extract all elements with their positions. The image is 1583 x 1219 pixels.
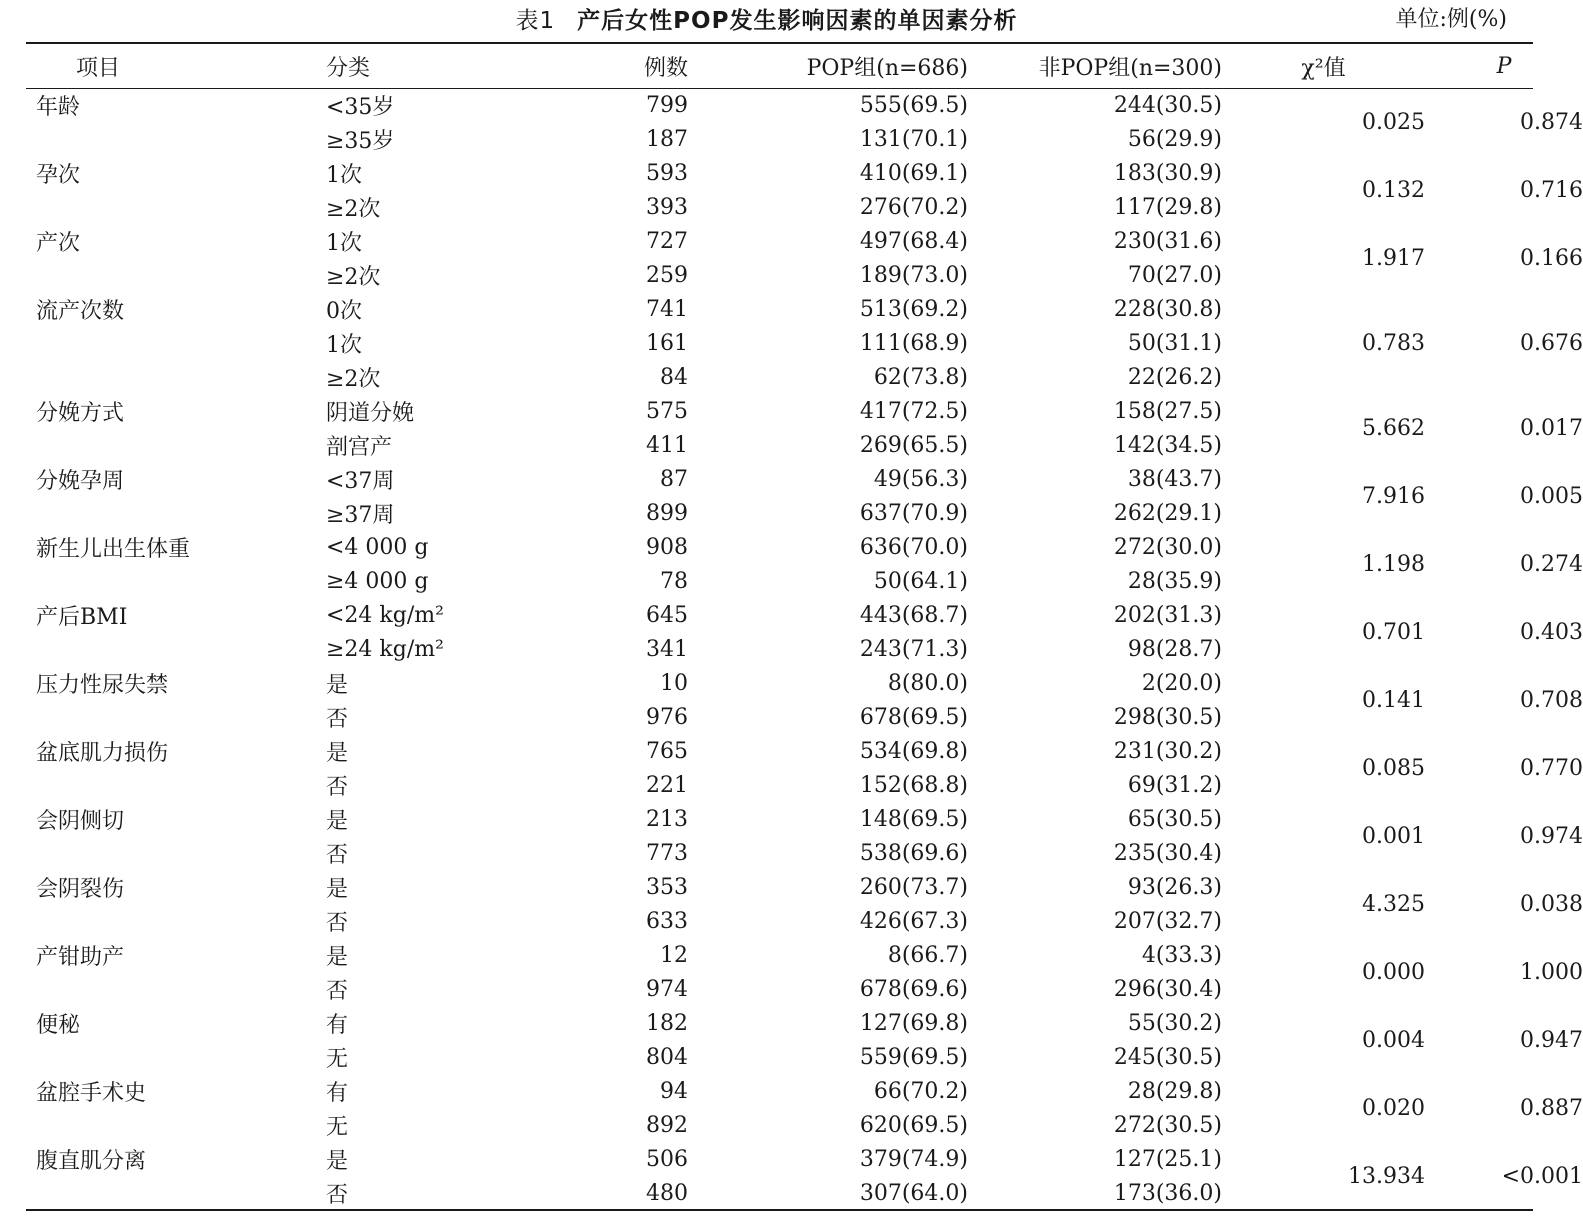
count-cell: 221 xyxy=(646,772,688,798)
count-cell: 187 xyxy=(646,126,688,152)
pop-group-cell: 269(65.5) xyxy=(859,432,968,458)
non-pop-group-cell: 55(30.2) xyxy=(1127,1010,1222,1036)
category-cell: 1次 xyxy=(326,332,362,358)
category-cell: ≥37周 xyxy=(326,502,395,528)
pop-group-cell: 678(69.6) xyxy=(859,976,968,1002)
chi-square-cell: 1.917 xyxy=(1362,245,1425,271)
pop-group-cell: 410(69.1) xyxy=(859,160,968,186)
chi-square-cell: 0.085 xyxy=(1362,755,1425,781)
pop-group-cell: 131(70.1) xyxy=(859,126,968,152)
non-pop-group-cell: 231(30.2) xyxy=(1113,738,1222,764)
item-cell xyxy=(26,122,326,156)
count-cell: 411 xyxy=(646,432,688,458)
category-cell: 有 xyxy=(326,1080,349,1106)
count-cell: 84 xyxy=(660,364,688,390)
item-cell: 会阴裂伤 xyxy=(36,876,125,902)
non-pop-group-cell: 117(29.8) xyxy=(1113,194,1222,220)
non-pop-group-cell: 298(30.5) xyxy=(1113,704,1222,730)
p-value-cell: 0.017 xyxy=(1520,415,1583,441)
count-cell: 353 xyxy=(646,874,688,900)
count-cell: 87 xyxy=(660,466,688,492)
table-row xyxy=(26,734,1583,768)
non-pop-group-cell: 228(30.8) xyxy=(1113,296,1222,322)
item-cell xyxy=(26,1108,326,1142)
p-value-cell: 0.708 xyxy=(1520,687,1583,713)
p-value-cell: 1.000 xyxy=(1520,959,1583,985)
non-pop-group-cell: 202(31.3) xyxy=(1113,602,1222,628)
non-pop-group-cell: 183(30.9) xyxy=(1113,160,1222,186)
title-bar xyxy=(0,0,1533,36)
table-row xyxy=(26,88,1583,122)
table-row xyxy=(26,802,1583,836)
p-value-cell: 0.887 xyxy=(1520,1095,1583,1121)
pop-group-cell: 426(67.3) xyxy=(859,908,968,934)
count-cell: 94 xyxy=(660,1078,688,1104)
non-pop-group-cell: 207(32.7) xyxy=(1113,908,1222,934)
table-row xyxy=(26,598,1583,632)
non-pop-group-cell: 230(31.6) xyxy=(1113,228,1222,254)
non-pop-group-cell: 22(26.2) xyxy=(1127,364,1222,390)
pop-group-cell: 678(69.5) xyxy=(859,704,968,730)
item-cell: 新生儿出生体重 xyxy=(36,536,191,562)
p-value-cell: 0.005 xyxy=(1520,483,1583,509)
pop-group-cell: 443(68.7) xyxy=(859,602,968,628)
non-pop-group-cell: 235(30.4) xyxy=(1113,840,1222,866)
pop-group-cell: 66(70.2) xyxy=(873,1078,968,1104)
non-pop-group-cell: 70(27.0) xyxy=(1127,262,1222,288)
category-cell: ≥2次 xyxy=(326,196,381,222)
category-cell: ≥35岁 xyxy=(326,128,395,154)
non-pop-group-cell: 127(25.1) xyxy=(1113,1146,1222,1172)
p-value-cell: 0.974 xyxy=(1520,823,1583,849)
item-cell: 盆底肌力损伤 xyxy=(36,740,169,766)
category-cell: 是 xyxy=(326,1148,349,1174)
header-p: P xyxy=(1496,53,1512,79)
pop-group-cell: 379(74.9) xyxy=(859,1146,968,1172)
non-pop-group-cell: 93(26.3) xyxy=(1127,874,1222,900)
header-pop-group: POP组(n=686) xyxy=(806,55,968,81)
category-cell: 否 xyxy=(326,774,349,800)
item-cell: 产次 xyxy=(36,230,81,256)
count-cell: 908 xyxy=(646,534,688,560)
pop-group-cell: 559(69.5) xyxy=(859,1044,968,1070)
count-cell: 341 xyxy=(646,636,688,662)
count-cell: 633 xyxy=(646,908,688,934)
item-cell: 流产次数 xyxy=(36,298,125,324)
table-body xyxy=(26,88,1583,1210)
category-cell: 有 xyxy=(326,1012,349,1038)
category-cell: 是 xyxy=(326,740,349,766)
non-pop-group-cell: 4(33.3) xyxy=(1141,942,1222,968)
table-header xyxy=(26,44,1583,88)
p-value-cell: 0.770 xyxy=(1520,755,1583,781)
item-cell xyxy=(26,768,326,802)
non-pop-group-cell: 56(29.9) xyxy=(1127,126,1222,152)
item-cell: 便秘 xyxy=(36,1012,81,1038)
item-cell xyxy=(26,326,326,360)
pop-group-cell: 111(68.9) xyxy=(859,330,968,356)
chi-square-cell: 0.701 xyxy=(1362,619,1425,645)
count-cell: 727 xyxy=(646,228,688,254)
table-title xyxy=(0,2,1533,35)
non-pop-group-cell: 28(35.9) xyxy=(1127,568,1222,594)
category-cell: 否 xyxy=(326,842,349,868)
pop-group-cell: 417(72.5) xyxy=(859,398,968,424)
table-row xyxy=(26,224,1583,258)
pop-group-cell: 62(73.8) xyxy=(873,364,968,390)
count-cell: 506 xyxy=(646,1146,688,1172)
item-cell xyxy=(26,190,326,224)
category-cell: 剖宫产 xyxy=(326,434,393,460)
item-cell xyxy=(26,904,326,938)
item-cell xyxy=(26,972,326,1006)
chi-square-cell: 0.001 xyxy=(1362,823,1425,849)
item-cell xyxy=(26,428,326,462)
item-cell xyxy=(26,836,326,870)
non-pop-group-cell: 28(29.8) xyxy=(1127,1078,1222,1104)
item-cell: 年龄 xyxy=(36,94,81,120)
chi-square-cell: 7.916 xyxy=(1362,483,1425,509)
category-cell: 否 xyxy=(326,910,349,936)
non-pop-group-cell: 245(30.5) xyxy=(1113,1044,1222,1070)
header-count: 例数 xyxy=(643,55,688,81)
pop-group-cell: 513(69.2) xyxy=(859,296,968,322)
count-cell: 182 xyxy=(646,1010,688,1036)
p-value-cell: <0.001 xyxy=(1501,1163,1583,1189)
pop-group-cell: 307(64.0) xyxy=(859,1180,968,1206)
p-value-cell: 0.874 xyxy=(1520,109,1583,135)
item-cell xyxy=(26,700,326,734)
table-row xyxy=(26,462,1583,496)
pop-group-cell: 8(66.7) xyxy=(887,942,968,968)
category-cell: 否 xyxy=(326,706,349,732)
count-cell: 393 xyxy=(646,194,688,220)
pop-group-cell: 555(69.5) xyxy=(859,92,968,118)
chi-square-cell: 5.662 xyxy=(1362,415,1425,441)
item-cell: 压力性尿失禁 xyxy=(36,672,169,698)
p-value-cell: 0.676 xyxy=(1520,330,1583,356)
category-cell: 1次 xyxy=(326,230,362,256)
table-row xyxy=(26,292,1583,326)
count-cell: 213 xyxy=(646,806,688,832)
category-cell: 无 xyxy=(326,1114,349,1140)
count-cell: 78 xyxy=(660,568,688,594)
count-cell: 645 xyxy=(646,602,688,628)
pop-group-cell: 243(71.3) xyxy=(859,636,968,662)
pop-group-cell: 538(69.6) xyxy=(859,840,968,866)
chi-square-cell: 0.141 xyxy=(1362,687,1425,713)
item-cell xyxy=(26,632,326,666)
p-value-cell: 0.166 xyxy=(1520,245,1583,271)
category-cell: 是 xyxy=(326,808,349,834)
item-cell: 孕次 xyxy=(36,162,81,188)
item-cell: 分娩孕周 xyxy=(36,468,125,494)
category-cell: 否 xyxy=(326,978,349,1004)
non-pop-group-cell: 272(30.0) xyxy=(1113,534,1222,560)
count-cell: 12 xyxy=(660,942,688,968)
item-cell xyxy=(26,360,326,394)
count-cell: 976 xyxy=(646,704,688,730)
pop-group-cell: 497(68.4) xyxy=(859,228,968,254)
count-cell: 799 xyxy=(646,92,688,118)
category-cell: 无 xyxy=(326,1046,349,1072)
header-chi-square: χ²值 xyxy=(1301,55,1346,81)
non-pop-group-cell: 272(30.5) xyxy=(1113,1112,1222,1138)
pop-group-cell: 8(80.0) xyxy=(887,670,968,696)
non-pop-group-cell: 158(27.5) xyxy=(1113,398,1222,424)
pop-group-cell: 637(70.9) xyxy=(859,500,968,526)
count-cell: 593 xyxy=(646,160,688,186)
count-cell: 892 xyxy=(646,1112,688,1138)
item-cell xyxy=(26,564,326,598)
item-cell: 腹直肌分离 xyxy=(36,1148,147,1174)
table-row xyxy=(26,870,1583,904)
chi-square-cell: 0.004 xyxy=(1362,1027,1425,1053)
header-item: 项目 xyxy=(76,55,121,81)
category-cell: ≥2次 xyxy=(326,366,381,392)
category-cell: <24 kg/m² xyxy=(326,602,444,628)
unit-label: 单位:例(%) xyxy=(1395,7,1507,32)
category-cell: <4 000 g xyxy=(326,534,429,560)
category-cell: ≥4 000 g xyxy=(326,568,429,594)
count-cell: 480 xyxy=(646,1180,688,1206)
chi-square-cell: 13.934 xyxy=(1348,1163,1425,1189)
item-cell: 盆腔手术史 xyxy=(36,1080,147,1106)
category-cell: 0次 xyxy=(326,298,362,324)
table-row xyxy=(26,394,1583,428)
pop-group-cell: 49(56.3) xyxy=(873,466,968,492)
count-cell: 773 xyxy=(646,840,688,866)
p-value-cell: 0.403 xyxy=(1520,619,1583,645)
category-cell: 否 xyxy=(326,1182,349,1208)
chi-square-cell: 4.325 xyxy=(1362,891,1425,917)
chi-square-cell: 1.198 xyxy=(1362,551,1425,577)
pop-group-cell: 127(69.8) xyxy=(859,1010,968,1036)
non-pop-group-cell: 98(28.7) xyxy=(1127,636,1222,662)
category-cell: ≥2次 xyxy=(326,264,381,290)
item-cell: 分娩方式 xyxy=(36,400,125,426)
count-cell: 161 xyxy=(646,330,688,356)
pop-group-cell: 276(70.2) xyxy=(859,194,968,220)
count-cell: 10 xyxy=(660,670,688,696)
pop-group-cell: 152(68.8) xyxy=(859,772,968,798)
table-number: 表1 xyxy=(515,8,556,34)
count-cell: 575 xyxy=(646,398,688,424)
non-pop-group-cell: 173(36.0) xyxy=(1113,1180,1222,1206)
count-cell: 804 xyxy=(646,1044,688,1070)
table-row xyxy=(26,530,1583,564)
category-cell: 阴道分娩 xyxy=(326,400,415,426)
item-cell: 产钳助产 xyxy=(36,944,125,970)
non-pop-group-cell: 262(29.1) xyxy=(1113,500,1222,526)
non-pop-group-cell: 2(20.0) xyxy=(1141,670,1222,696)
non-pop-group-cell: 296(30.4) xyxy=(1113,976,1222,1002)
category-cell: <35岁 xyxy=(326,94,395,120)
count-cell: 899 xyxy=(646,500,688,526)
non-pop-group-cell: 244(30.5) xyxy=(1113,92,1222,118)
table-row xyxy=(26,156,1583,190)
pop-group-cell: 260(73.7) xyxy=(859,874,968,900)
item-cell xyxy=(26,1176,326,1210)
item-cell xyxy=(26,496,326,530)
chi-square-cell: 0.025 xyxy=(1362,109,1425,135)
pop-group-cell: 148(69.5) xyxy=(859,806,968,832)
p-value-cell: 0.038 xyxy=(1520,891,1583,917)
item-cell xyxy=(26,258,326,292)
count-cell: 765 xyxy=(646,738,688,764)
p-value-cell: 0.274 xyxy=(1520,551,1583,577)
table-row xyxy=(26,1074,1583,1108)
chi-square-cell: 0.132 xyxy=(1362,177,1425,203)
chi-square-cell: 0.783 xyxy=(1362,330,1425,356)
non-pop-group-cell: 142(34.5) xyxy=(1113,432,1222,458)
non-pop-group-cell: 69(31.2) xyxy=(1127,772,1222,798)
table-row xyxy=(26,1142,1583,1176)
count-cell: 259 xyxy=(646,262,688,288)
data-table xyxy=(26,44,1583,1210)
category-cell: ≥24 kg/m² xyxy=(326,636,444,662)
table-row xyxy=(26,666,1583,700)
category-cell: 是 xyxy=(326,876,349,902)
item-cell xyxy=(26,1040,326,1074)
chi-square-cell: 0.000 xyxy=(1362,959,1425,985)
header-category: 分类 xyxy=(326,55,371,81)
pop-group-cell: 50(64.1) xyxy=(873,568,968,594)
category-cell: 是 xyxy=(326,672,349,698)
non-pop-group-cell: 50(31.1) xyxy=(1127,330,1222,356)
p-value-cell: 0.716 xyxy=(1520,177,1583,203)
non-pop-group-cell: 38(43.7) xyxy=(1127,466,1222,492)
header-non-pop-group: 非POP组(n=300) xyxy=(1038,55,1222,81)
chi-square-cell: 0.020 xyxy=(1362,1095,1425,1121)
pop-group-cell: 636(70.0) xyxy=(859,534,968,560)
table-title-text: 产后女性POP发生影响因素的单因素分析 xyxy=(577,8,1018,34)
category-cell: 是 xyxy=(326,944,349,970)
category-cell: <37周 xyxy=(326,468,395,494)
non-pop-group-cell: 65(30.5) xyxy=(1127,806,1222,832)
header-row xyxy=(26,44,1583,88)
count-cell: 974 xyxy=(646,976,688,1002)
category-cell: 1次 xyxy=(326,162,362,188)
count-cell: 741 xyxy=(646,296,688,322)
item-cell: 会阴侧切 xyxy=(36,808,125,834)
table-row xyxy=(26,938,1583,972)
item-cell: 产后BMI xyxy=(36,604,128,630)
p-value-cell: 0.947 xyxy=(1520,1027,1583,1053)
pop-group-cell: 189(73.0) xyxy=(859,262,968,288)
pop-group-cell: 534(69.8) xyxy=(859,738,968,764)
table-row xyxy=(26,1006,1583,1040)
pop-group-cell: 620(69.5) xyxy=(859,1112,968,1138)
